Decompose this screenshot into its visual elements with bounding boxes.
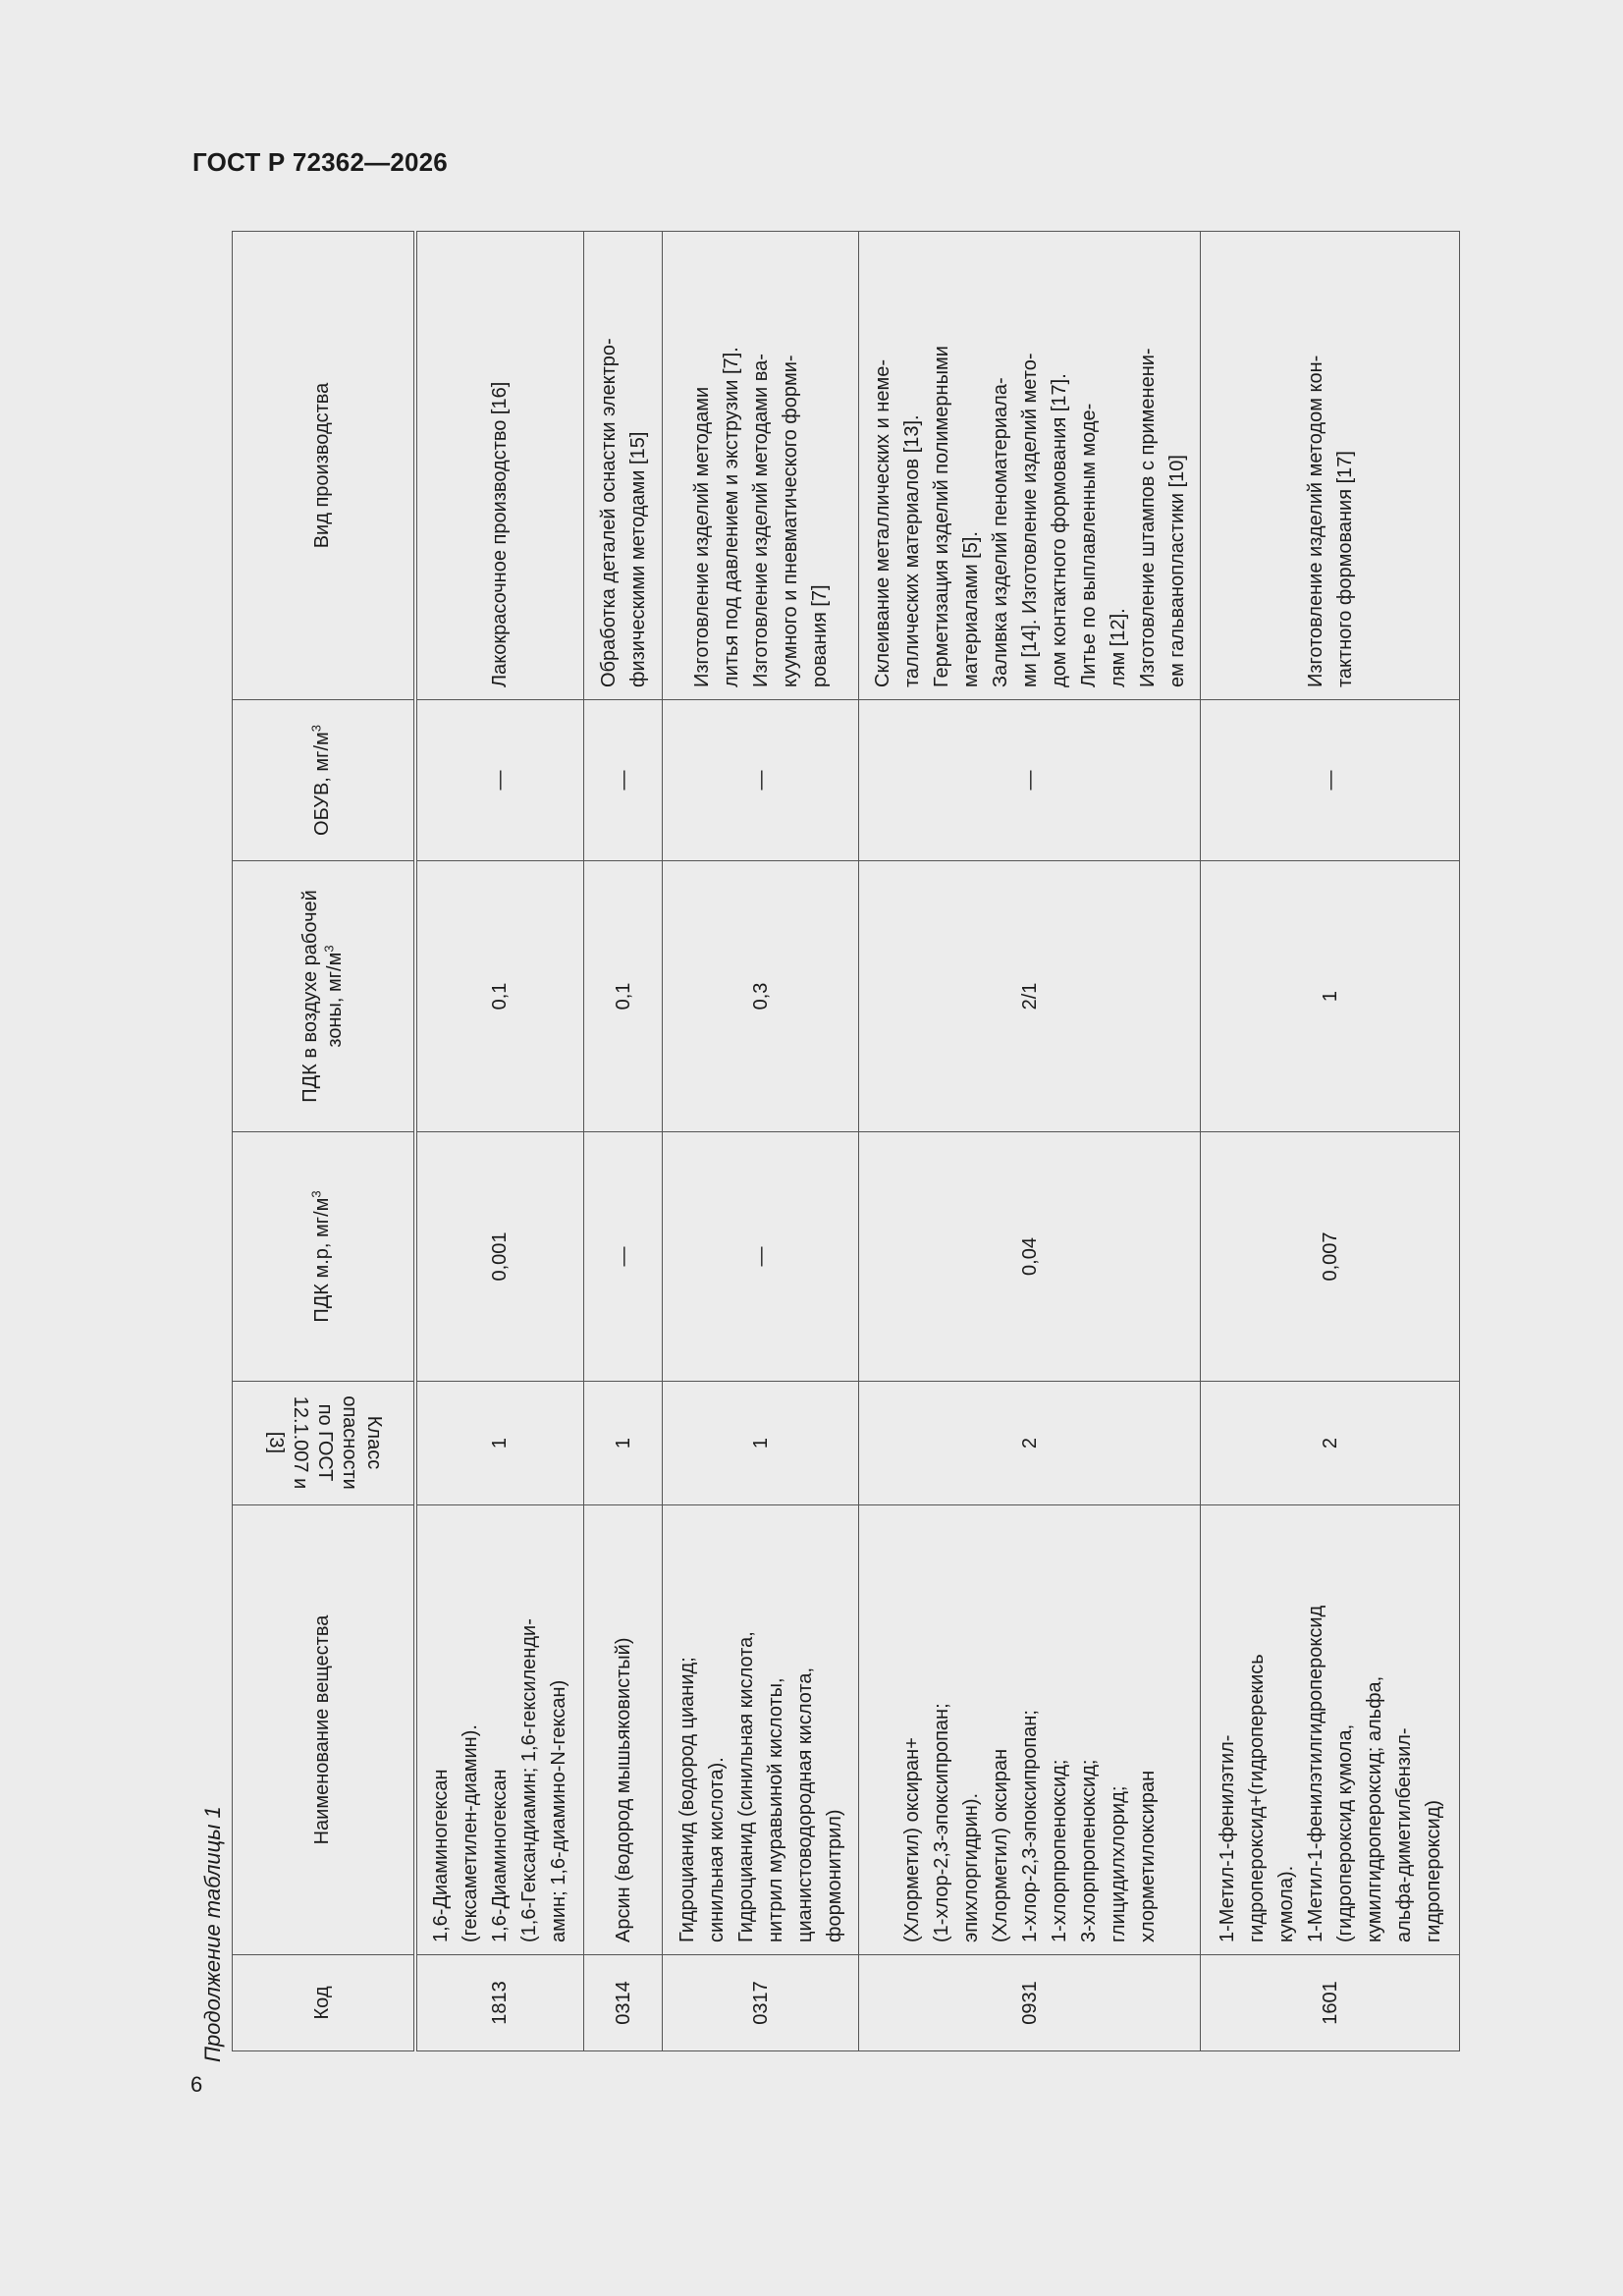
substances-table — [232, 232, 1459, 2051]
table-row — [415, 232, 584, 2051]
cell-obuv: — — [415, 700, 584, 861]
cell-obuv: — — [663, 700, 859, 861]
cell-name: (Хлорметил) оксиран+ (1-хлор-2,3-эпоксипропан; эпихлоргидрин). (Хлорметил) оксиран 1-хлор-2,3-эпоксипропан; 1-хлорпропеноксид; 3-хлорпропеноксид; глицидилхлорид; хлорметилоксиран — [859, 1505, 1201, 1955]
cell-hazard: 2 — [859, 1382, 1201, 1505]
cell-name: 1,6-Диаминогексан (гексаметилен-диамин). 1,6-Диаминогексан (1,6-Гександиамин; 1,6-гексиленди- амин; 1,6-диамино-N-гексан) — [415, 1505, 584, 1955]
cell-obuv: — — [859, 700, 1201, 861]
table-continuation-caption: Продолжение таблицы 1 — [200, 1806, 225, 2062]
cell-code: 0314 — [584, 1955, 663, 2051]
table-row — [584, 232, 663, 2051]
cell-production: Обработка деталей оснастки электро- физическими методами [15] — [584, 232, 663, 700]
pdk-mr-unit-power: 3 — [308, 1190, 324, 1198]
col-header-pdk-mr — [233, 1132, 415, 1382]
cell-code: 0931 — [859, 1955, 1201, 2051]
cell-hazard: 2 — [1201, 1382, 1460, 1505]
cell-pdk-work: 2/1 — [859, 861, 1201, 1132]
cell-pdk-work: 1 — [1201, 861, 1460, 1132]
obuv-unit-power: 3 — [308, 725, 324, 733]
obuv-label: ОБУВ, мг/м — [311, 732, 334, 836]
cell-production: Лакокрасочное производство [16] — [415, 232, 584, 700]
document-title: ГОСТ Р 72362—2026 — [192, 147, 448, 177]
cell-name: 1-Метил-1-фенилэтил- гидропероксид+(гидроперекись кумола). 1-Метил-1-фенилэтилгидропероксид (гидропероксид кумола, кумилгидропероксид; альфа, альфа-диметилбензил- гидропероксид) — [1201, 1505, 1460, 1955]
col-header-pdk-work — [233, 861, 415, 1132]
cell-pdk-work: 0,3 — [663, 861, 859, 1132]
cell-pdk-mr: — — [584, 1132, 663, 1382]
table-header-row — [233, 232, 415, 2051]
cell-production: Изготовление изделий методом кон- тактного формования [17] — [1201, 232, 1460, 700]
cell-code: 0317 — [663, 1955, 859, 2051]
cell-hazard: 1 — [415, 1382, 584, 1505]
pdk-mr-label: ПДК м.р, мг/м — [311, 1197, 334, 1323]
cell-hazard: 1 — [584, 1382, 663, 1505]
table-row — [663, 232, 859, 2051]
page-number: 6 — [190, 2072, 203, 2097]
cell-production: Склеивание металлических и неме- таллических материалов [13]. Герметизация изделий полимерными материалами [5]. Заливка изделий пеноматериала- ми [14]. Изготовление изделий мето- дом контактного формования [17]. Литье по выплавленным моде- лям [12]. Изготовление штампов с применени- ем гальванопластики [10] — [859, 232, 1201, 700]
cell-obuv: — — [584, 700, 663, 861]
cell-production: Изготовление изделий методами литья под давлением и экструзии [7]. Изготовление изделий методами ва- куумного и пневматического форми- рования [7] — [663, 232, 859, 700]
cell-code: 1601 — [1201, 1955, 1460, 2051]
cell-pdk-mr: — — [663, 1132, 859, 1382]
cell-pdk-work: 0,1 — [584, 861, 663, 1132]
cell-name: Арсин (водород мышьяковистый) — [584, 1505, 663, 1955]
table-row — [1201, 232, 1460, 2051]
pdk-work-label: ПДК в воздухе рабочей зоны, мг/м — [298, 890, 346, 1103]
cell-pdk-mr: 0,007 — [1201, 1132, 1460, 1382]
col-header-production: Вид производства — [233, 232, 415, 700]
col-header-code: Код — [233, 1955, 415, 2051]
cell-code: 1813 — [415, 1955, 584, 2051]
cell-pdk-mr: 0,001 — [415, 1132, 584, 1382]
cell-pdk-work: 0,1 — [415, 861, 584, 1132]
table-row — [859, 232, 1201, 2051]
cell-hazard: 1 — [663, 1382, 859, 1505]
col-header-name: Наименование вещества — [233, 1505, 415, 1955]
col-header-hazard: Класс опасности по ГОСТ 12.1.007 и [3] — [233, 1382, 415, 1505]
pdk-work-unit-power: 3 — [321, 945, 337, 953]
col-header-obuv — [233, 700, 415, 861]
cell-pdk-mr: 0,04 — [859, 1132, 1201, 1382]
cell-obuv: — — [1201, 700, 1460, 861]
cell-name: Гидроцианид (водород цианид; синильная кислота). Гидроцианид (синильная кислота, нитрил муравьиной кислоты, цианистоводородная кислота, формонитрил) — [663, 1505, 859, 1955]
